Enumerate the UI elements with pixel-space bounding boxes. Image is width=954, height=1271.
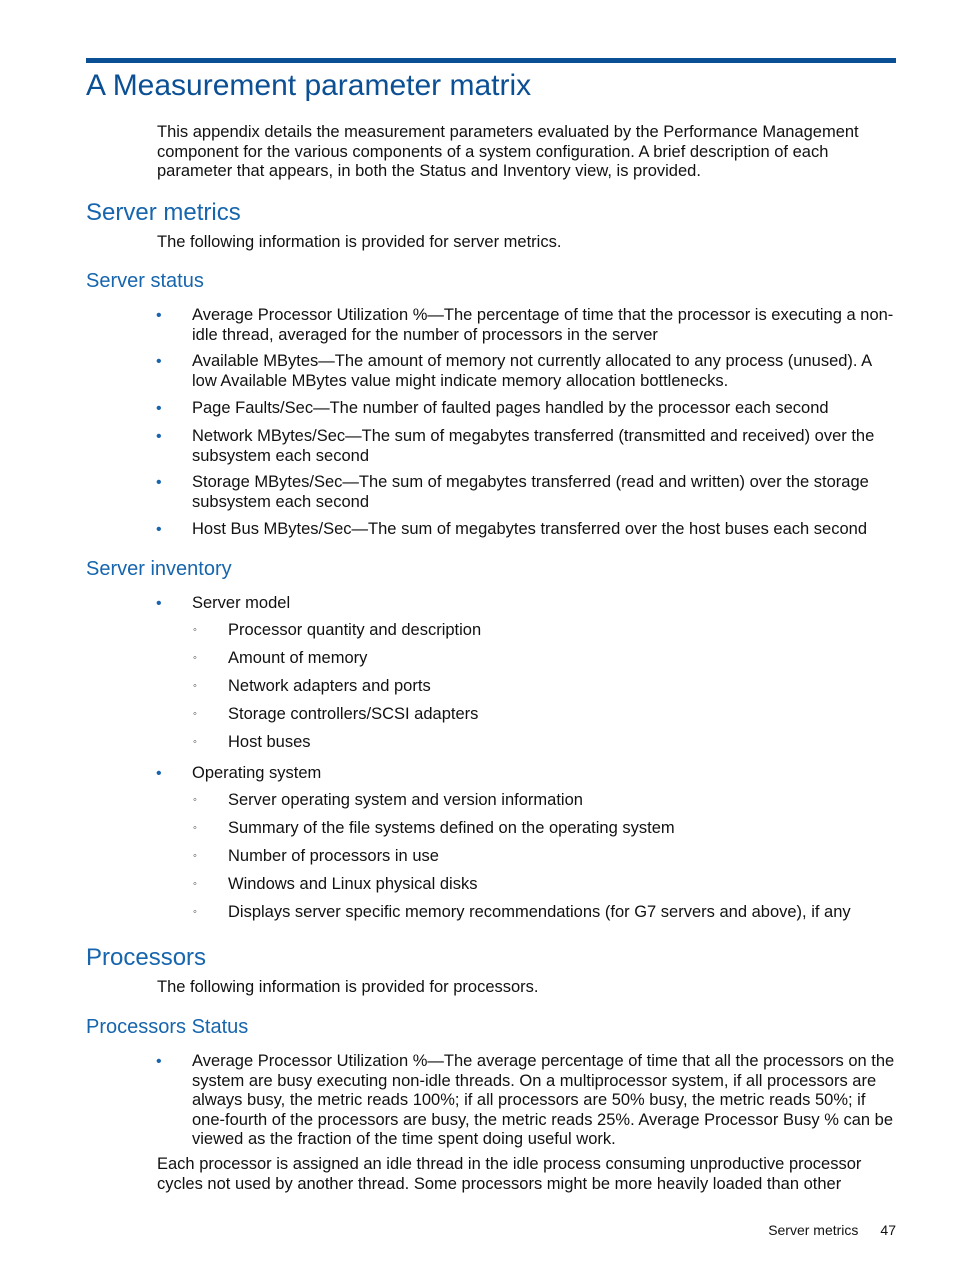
bullet-icon: • [156,353,162,370]
sub-list-item: Windows and Linux physical disks [228,875,478,893]
sub-bullet-icon: ◦ [193,878,197,890]
sub-list-item: Storage controllers/SCSI adapters [228,705,479,723]
sub-list-item: Amount of memory [228,649,368,667]
sub-bullet-icon: ◦ [193,708,197,720]
title-rule [86,58,896,63]
sub-bullet-icon: ◦ [193,906,197,918]
bullet-icon: • [156,474,162,491]
processors-paragraph: Each processor is assigned an idle thread in the idle process consuming unproductive processor cycles not used by another thread. Some processors might be more heavily loaded than other [157,1155,862,1193]
list-item: Host Bus MBytes/Sec—The sum of megabytes transferred over the host buses each second [192,520,867,538]
sub-list-item: Summary of the file systems defined on the operating system [228,819,675,837]
footer-section: Server metrics [768,1222,859,1238]
list-item: Available MBytes—The amount of memory not currently allocated to any process (unused). A low Available MBytes value might indicate memory allocation bottlenecks. [192,352,872,390]
page-title: A Measurement parameter matrix [86,69,532,102]
list-item: Operating system [192,764,322,782]
sub-list-item: Displays server specific memory recommendations (for G7 servers and above), if any [228,903,851,921]
sub-bullet-icon: ◦ [193,652,197,664]
sub-list-item: Server operating system and version information [228,791,583,809]
server-metrics-text: The following information is provided for server metrics. [157,233,562,251]
bullet-icon: • [156,400,162,417]
bullet-icon: • [156,307,162,324]
sub-bullet-icon: ◦ [193,736,197,748]
bullet-icon: • [156,428,162,445]
heading-processors: Processors [86,944,207,971]
page-number: 47 [880,1222,896,1238]
list-item: Page Faults/Sec—The number of faulted pages handled by the processor each second [192,399,829,417]
sub-list-item: Host buses [228,733,311,751]
intro-paragraph: This appendix details the measurement parameters evaluated by the Performance Management component for the various components of a system configuration. A brief description of each parameter that appears, in both the Status and Inventory view, is provided. [157,123,859,180]
bullet-icon: • [156,595,162,612]
bullet-icon: • [156,1053,162,1070]
heading-server-status: Server status [86,270,204,292]
page-footer [768,1222,896,1238]
bullet-icon: • [156,765,162,782]
bullet-icon: • [156,521,162,538]
list-item: Server model [192,594,291,612]
heading-server-inventory: Server inventory [86,558,232,580]
list-item: Storage MBytes/Sec—The sum of megabytes transferred (read and written) over the storage subsystem each second [192,473,869,511]
heading-server-metrics: Server metrics [86,199,241,226]
sub-list-item: Network adapters and ports [228,677,431,695]
sub-bullet-icon: ◦ [193,624,197,636]
processors-text: The following information is provided for processors. [157,978,539,996]
sub-bullet-icon: ◦ [193,794,197,806]
sub-bullet-icon: ◦ [193,822,197,834]
sub-bullet-icon: ◦ [193,850,197,862]
list-item: Average Processor Utilization %—The average percentage of time that all the processors on the system are busy executing non-idle threads. On a multiprocessor system, if all processors are always busy, the metric reads 100%; if all processors are 50% busy, the metric reads 50%; if one-fourth of the processors are busy, the metric reads 25%. Average Processor Busy % can be viewed as the fraction of the time spent doing useful work. [192,1052,895,1148]
sub-bullet-icon: ◦ [193,680,197,692]
list-item: Average Processor Utilization %—The percentage of time that the processor is executing a non-idle thread, averaged for the number of processors in the server [192,306,894,344]
heading-processors-status: Processors Status [86,1016,249,1038]
sub-list-item: Number of processors in use [228,847,439,865]
sub-list-item: Processor quantity and description [228,621,482,639]
list-item: Network MBytes/Sec—The sum of megabytes transferred (transmitted and received) over the subsystem each second [192,427,875,465]
